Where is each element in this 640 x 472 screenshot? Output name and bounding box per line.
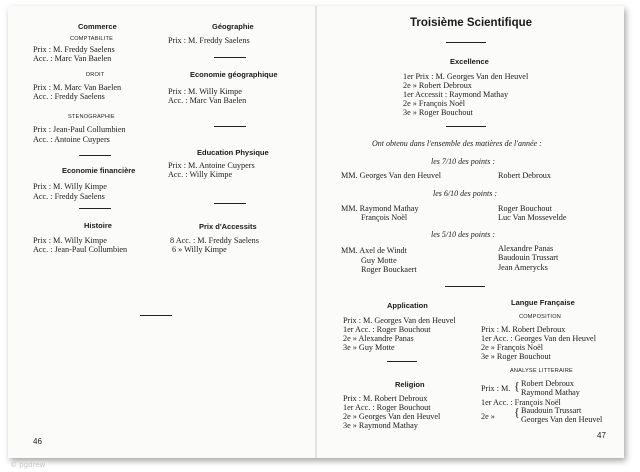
award-line: Prix : M. Marc Van Baelen [33, 83, 122, 92]
points-label-6-10: les 6/10 des points : [433, 189, 497, 198]
award-line: Acc. : Jean-Paul Collumbien [33, 245, 128, 254]
points-label-5-10: les 5/10 des points : [431, 230, 495, 239]
divider [140, 315, 172, 316]
award-line: 1er Accessit : Raymond Mathay [403, 90, 509, 99]
divider [446, 42, 486, 43]
award-line: Acc. : Antoine Cuypers [33, 135, 110, 144]
section-title-education-physique: Education Physique [197, 148, 269, 157]
award-line: 2e » Alexandre Panas [343, 334, 414, 343]
page-number-right: 47 [597, 431, 606, 440]
page-number-left: 46 [33, 437, 42, 446]
bracket-glyph: { [514, 405, 520, 419]
names-line: MM. Raymond Mathay [341, 204, 419, 213]
names-line: Roger Bouchout [498, 204, 552, 213]
subsection-stenographie: STENOGRAPHIE [68, 114, 115, 120]
award-line: Acc. : Marc Van Baelen [168, 96, 247, 105]
names-line: Robert Debroux [498, 171, 551, 180]
subsection-analyse-litteraire: ANALYSE LITTERAIRE [510, 368, 573, 374]
divider [387, 361, 417, 362]
section-title-religion: Religion [395, 380, 425, 389]
award-line: 1er Acc. : François Noël [481, 398, 561, 407]
award-line: Acc. : Willy Kimpe [168, 170, 233, 179]
book-gutter [315, 6, 317, 458]
divider [214, 203, 246, 204]
award-line: Prix : M. Willy Kimpe [33, 236, 107, 245]
section-title-histoire: Histoire [84, 221, 112, 230]
section-title-geographie: Géographie [212, 22, 254, 31]
names-line: Georges Van den Heuvel [521, 415, 603, 424]
names-line: Jean Amerycks [498, 263, 548, 272]
names-line: Robert Debroux [521, 379, 574, 388]
award-line: 3e » Guy Motte [343, 343, 395, 352]
award-line: Acc. : Freddy Saelens [33, 192, 105, 201]
award-line: 1er Acc. : Roger Bouchout [343, 403, 431, 412]
watermark: © pgdrew [10, 461, 46, 469]
divider [79, 155, 111, 156]
names-line: Roger Bouckaert [361, 265, 417, 274]
section-title-application: Application [387, 301, 428, 310]
award-line: 2e » [481, 412, 495, 421]
award-line: 1er Acc. : Roger Bouchout [343, 325, 431, 334]
award-line: 1er Acc. : Georges Van den Heuvel [481, 334, 596, 343]
award-line: 1er Prix : M. Georges Van den Heuvel [403, 72, 529, 81]
award-line: 3e » Raymond Mathay [343, 421, 418, 430]
award-line: Prix : M. Robert Debroux [481, 325, 566, 334]
intro-text: Ont obtenu dans l'ensemble des matières de l'année : [372, 139, 542, 148]
award-line: Prix : M. Willy Kimpe [33, 182, 107, 191]
award-line: Prix : M. [481, 384, 511, 393]
award-line: Prix : M. Freddy Saelens [168, 36, 250, 45]
section-title-commerce: Commerce [78, 22, 117, 31]
subsection-composition: COMPOSITION [519, 314, 561, 320]
names-line: Raymond Mathay [521, 388, 580, 397]
section-title-economie-geographique: Economie géographique [190, 70, 278, 79]
divider [214, 126, 246, 127]
names-line: MM. Georges Van den Heuvel [341, 171, 441, 180]
divider [445, 286, 485, 287]
award-line: Prix : M. Robert Debroux [343, 394, 428, 403]
award-line: Prix : M. Antoine Cuypers [168, 161, 255, 170]
names-line: Baudouin Trussart [521, 406, 582, 415]
bracket-glyph: { [514, 379, 520, 393]
points-label-7-10: les 7/10 des points : [431, 157, 495, 166]
award-line: Prix : Jean-Paul Collumbien [33, 125, 126, 134]
names-line: Baudouin Trussart [498, 253, 559, 262]
names-line: Luc Van Mossevelde [498, 213, 567, 222]
section-title-prix-accessits: Prix d'Accessits [199, 222, 257, 231]
award-line: 2e » François Noël [481, 343, 544, 352]
page-title: Troisième Scientifique [410, 17, 533, 29]
divider [446, 126, 486, 127]
award-line: 3e » Roger Bouchout [403, 108, 473, 117]
section-title-economie-financiere: Economie financière [62, 166, 136, 175]
award-line: Prix : M. Georges Van den Heuvel [343, 316, 456, 325]
award-line: Acc. : Freddy Saelens [33, 92, 105, 101]
divider [79, 208, 111, 209]
section-title-langue-francaise: Langue Française [511, 298, 575, 307]
award-line: 3e » Roger Bouchout [481, 352, 551, 361]
subsection-droit: DROIT [86, 72, 105, 78]
award-line: 2e » Georges Van den Heuvel [343, 412, 441, 421]
award-line: 6 » Willy Kimpe [172, 245, 227, 254]
subsection-comptabilite: COMPTABILITE [70, 36, 114, 42]
section-title-excellence: Excellence [450, 57, 489, 66]
award-line: Prix : M. Freddy Saelens [33, 45, 115, 54]
award-line: 2e » Robert Debroux [403, 81, 472, 90]
award-line: Prix : M. Willy Kimpe [168, 87, 242, 96]
award-line: 2e » François Noël [403, 99, 466, 108]
names-line: Guy Motte [361, 256, 397, 265]
names-line: Alexandre Panas [498, 244, 554, 253]
divider [214, 57, 246, 58]
award-line: 8 Acc. : M. Freddy Saelens [170, 236, 259, 245]
names-line: François Noël [361, 213, 408, 222]
award-line: Acc. : Marc Van Baelen [33, 54, 112, 63]
names-line: MM. Axel de Windt [341, 246, 407, 255]
